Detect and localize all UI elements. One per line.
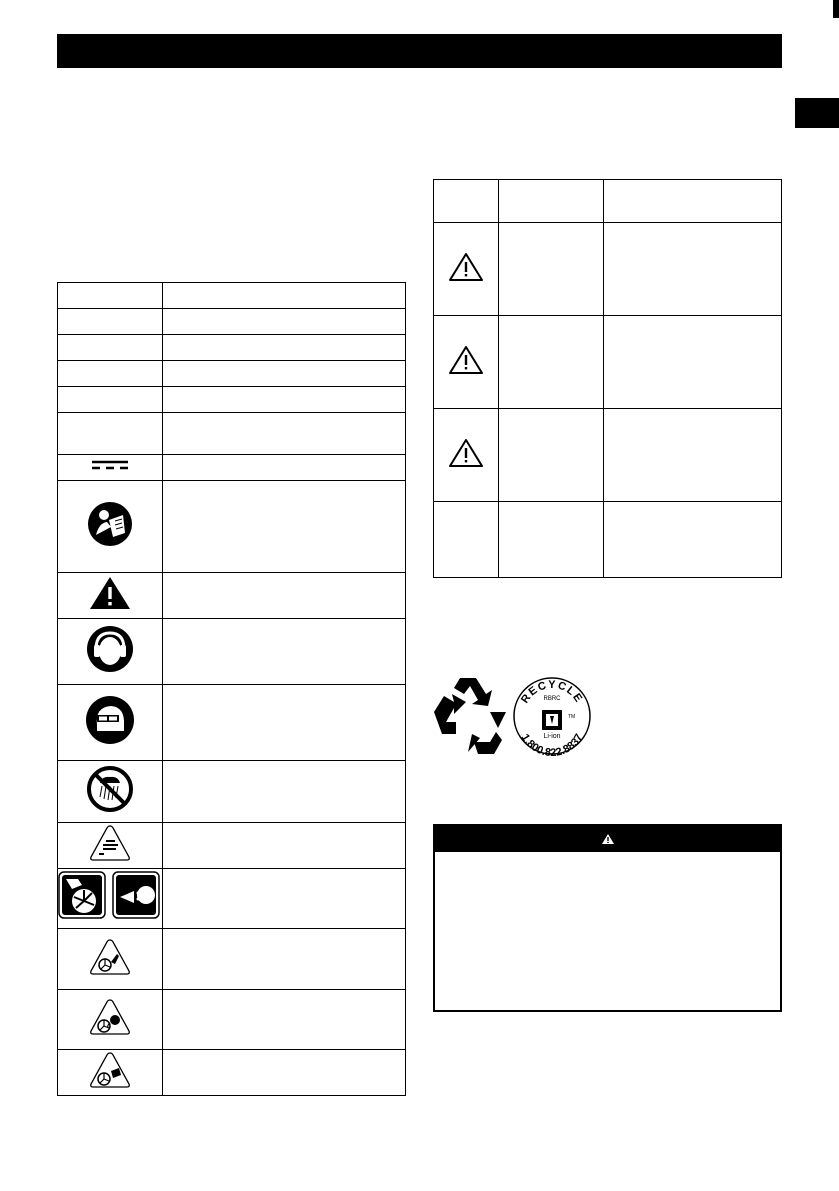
table-row: [58, 309, 406, 335]
eye-head-protection-icon: [85, 695, 135, 745]
warning-triangle-icon: [448, 345, 484, 375]
table-row: [58, 573, 406, 619]
table-row: [58, 455, 406, 481]
table-row: [58, 387, 406, 413]
table-row: [58, 361, 406, 387]
warning-triangle-icon: [448, 438, 484, 468]
table-row: [58, 761, 406, 823]
hair-fan-hazard-icon: [89, 998, 131, 1036]
warning-box: [433, 824, 782, 1012]
table-row: [58, 685, 406, 761]
table-row: [58, 929, 406, 990]
clothing-fan-hazard-icon: [89, 1051, 131, 1089]
ear-protection-icon: [86, 625, 134, 673]
rbrc-seal: [514, 678, 590, 756]
no-rain-icon: [86, 765, 134, 813]
seal-phone-text: 1.800.822.8837: [518, 732, 586, 756]
table-row: [58, 990, 406, 1050]
recycle-logos: [432, 672, 612, 756]
warning-triangle-icon: [448, 252, 484, 282]
warning-header: [435, 826, 780, 852]
table-row: [434, 223, 782, 316]
signal-words-table: [433, 179, 782, 578]
fan-blade-hazard-icon: [58, 871, 162, 921]
table-row: [58, 335, 406, 361]
table-row: [58, 869, 406, 929]
table-row: [434, 316, 782, 409]
table-row: [58, 481, 406, 573]
seal-org-text: RBRC: [543, 696, 561, 702]
corner-mark: [833, 0, 839, 18]
read-manual-icon: [87, 501, 133, 547]
seal-tm-text: TM: [568, 714, 576, 720]
table-row: [58, 823, 406, 869]
safety-alert-icon: [89, 576, 131, 610]
table-row: [58, 1050, 406, 1096]
table-row: [58, 283, 406, 309]
table-row: [434, 409, 782, 502]
symbols-table: [57, 282, 406, 1096]
direct-current-icon: [90, 458, 130, 472]
warning-triangle-icon: [601, 833, 615, 845]
recycle-arrows-icon: [434, 678, 506, 754]
seal-recycle-text: RECYCLE: [518, 678, 586, 706]
table-row: [434, 502, 782, 578]
table-row: [434, 180, 782, 223]
table-row: [58, 413, 406, 455]
table-row: [58, 619, 406, 685]
seal-chemistry-text: Li-ion: [543, 733, 561, 740]
language-side-tab: [795, 98, 839, 128]
section-header-bar: [57, 34, 782, 68]
thrown-objects-distance-icon: [89, 824, 131, 862]
hand-fan-hazard-icon: [89, 938, 131, 976]
